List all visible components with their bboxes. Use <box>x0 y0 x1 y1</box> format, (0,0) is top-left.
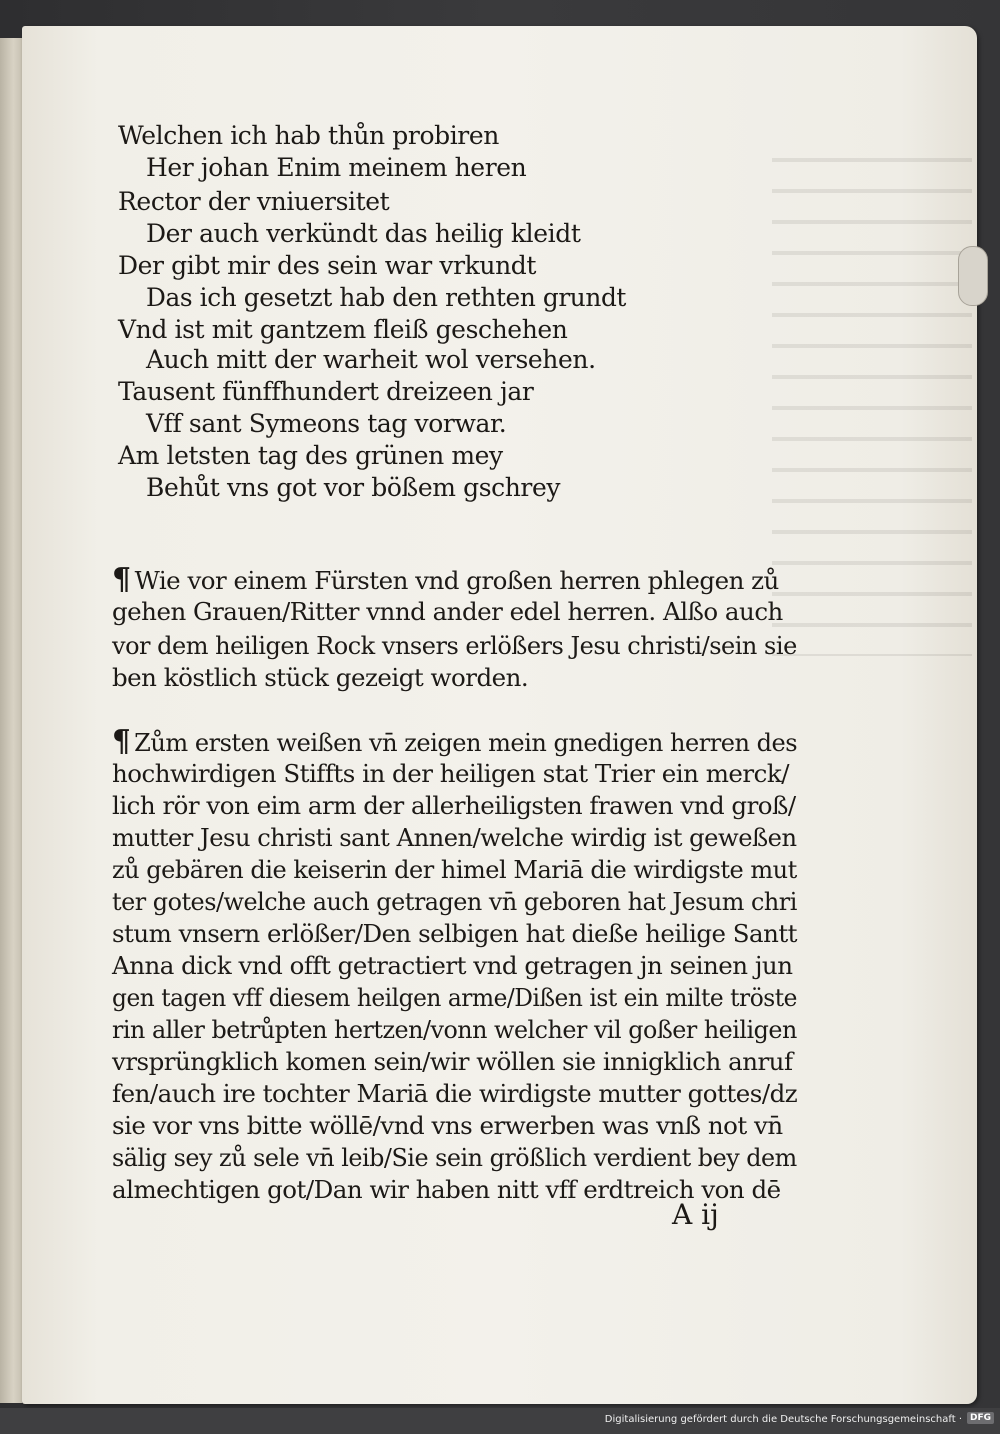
pilcrow-marker: ¶ <box>112 562 131 597</box>
verse-line: Her johan Enim meinem heren <box>146 153 527 182</box>
verse-line: Das ich gesetzt hab den rethten grundt <box>146 283 626 312</box>
verse-line: Auch mitt der warheit wol versehen. <box>146 345 596 374</box>
para2-line: stum vnsern erlößer/Den selbigen hat dieße heilige Santt <box>112 919 798 948</box>
para2-line: fen/auch ire tochter Mariā die wirdigste mutter gottes/dz <box>112 1079 798 1108</box>
verse-line: Vnd ist mit gantzem fleiß geschehen <box>118 315 568 344</box>
footer-credit: Digitalisierung gefördert durch die Deutsche Forschungsgemeinschaft · <box>604 1414 962 1425</box>
verse-line: Behůt vns got vor bößem gschrey <box>146 473 561 502</box>
verse-line: Der auch verkündt das heilig kleidt <box>146 219 581 248</box>
show-through-text <box>772 136 972 656</box>
para1-line: vor dem heiligen Rock vnsers erlößers Jesu christi/sein sie <box>112 631 797 660</box>
para2-line: gen tagen vff diesem heilgen arme/Dißen ist ein milte tröste <box>112 983 797 1012</box>
para1-line <box>112 564 779 597</box>
verse-line: Vff sant Symeons tag vorwar. <box>146 409 507 438</box>
para2-line: vrsprüngklich komen sein/wir wöllen sie innigklich anruf <box>112 1047 793 1076</box>
para1-line: gehen Grauen/Ritter vnnd ander edel herren. Alßo auch <box>112 597 783 626</box>
para2-line: sie vor vns bitte wöllē/vnd vns erwerben was vnß not vn̄ <box>112 1111 783 1140</box>
verse-line: Tausent fünffhundert dreizeen jar <box>118 377 534 406</box>
verse-line: Welchen ich hab thůn probiren <box>118 121 499 150</box>
para2-line: sälig sey zů sele vn̄ leib/Sie sein größlich verdient bey dem <box>112 1143 797 1172</box>
para2-line: zů gebären die keiserin der himel Mariā die wirdigste mut <box>112 855 797 884</box>
signature-mark: A ij <box>672 1198 719 1231</box>
para2-line: lich rör von eim arm der allerheiligsten frawen vnd groß/ <box>112 791 796 820</box>
page-tab-marker <box>958 246 988 306</box>
para2-line: Anna dick vnd offt getractiert vnd getragen jn seinen jun <box>112 951 793 980</box>
verse-line: Der gibt mir des sein war vrkundt <box>118 251 537 280</box>
pilcrow-marker: ¶ <box>112 724 131 759</box>
para2-line <box>112 726 797 759</box>
para2-line: ter gotes/welche auch getragen vn̄ geboren hat Jesum chri <box>112 887 797 916</box>
para2-line-text: Zům ersten weißen vn̄ zeigen mein gnedigen herren des <box>134 728 798 757</box>
para2-line: rin aller betrůpten hertzen/vonn welcher vil goßer heiligen <box>112 1015 797 1044</box>
left-page-edge <box>0 38 23 1403</box>
para1-line: ben köstlich stück gezeigt worden. <box>112 663 529 692</box>
para2-line: mutter Jesu christi sant Annen/welche wirdig ist geweßen <box>112 823 797 852</box>
verse-line: Rector der vniuersitet <box>118 187 390 216</box>
para1-line-text: Wie vor einem Fürsten vnd großen herren phlegen zů <box>134 566 779 595</box>
para2-line: almechtigen got/Dan wir haben nitt vff erdtreich von dē <box>112 1175 781 1204</box>
verse-line: Am letsten tag des grünen mey <box>118 441 503 470</box>
para2-line: hochwirdigen Stiffts in der heiligen stat Trier ein merck/ <box>112 759 789 788</box>
dfg-logo: DFG <box>967 1412 994 1424</box>
